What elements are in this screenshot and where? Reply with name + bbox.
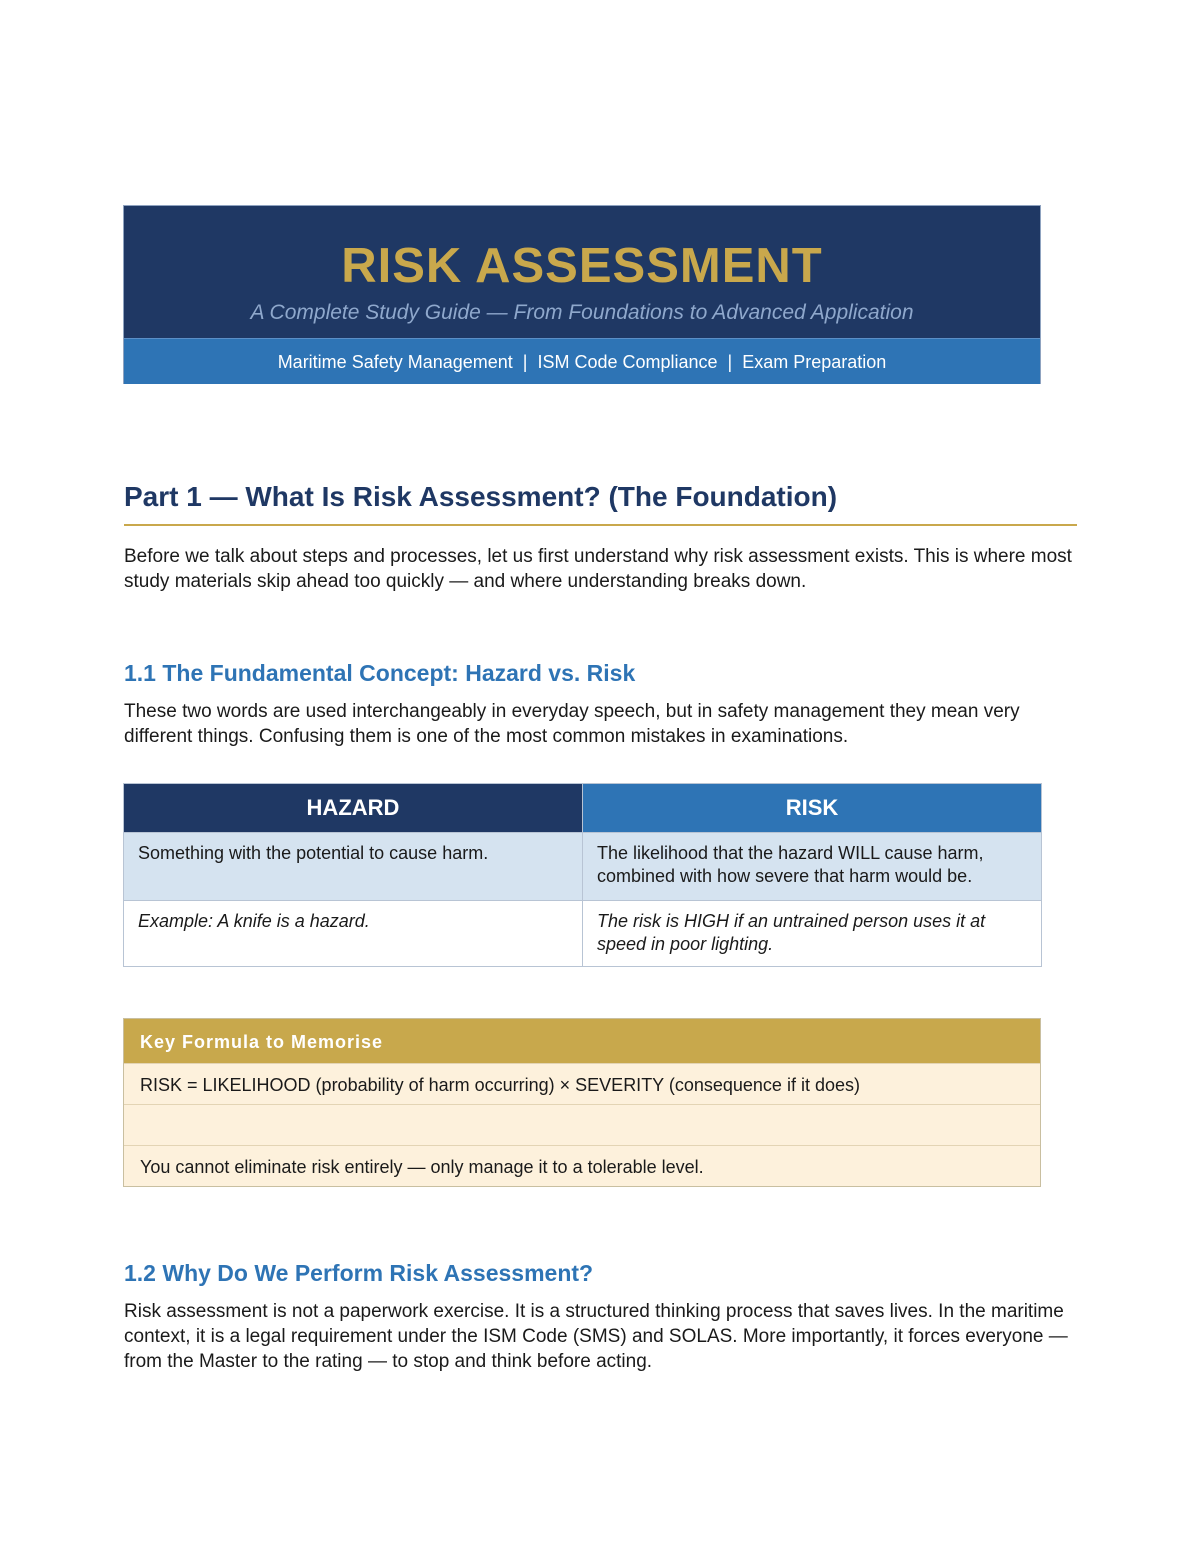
table-header-row: [124, 784, 1042, 833]
hazard-definition-cell: Something with the potential to cause harm.: [124, 833, 583, 901]
key-formula-heading: Key Formula to Memorise: [124, 1019, 1040, 1063]
table-row: [124, 833, 1042, 901]
hazard-column-header: HAZARD: [124, 784, 583, 833]
formula-line: RISK = LIKELIHOOD (probability of harm occurring) × SEVERITY (consequence if it does): [124, 1063, 1040, 1104]
banner-tagline: Maritime Safety Management | ISM Code Compliance | Exam Preparation: [124, 338, 1040, 384]
section-1-2-paragraph: Risk assessment is not a paperwork exercise. It is a structured thinking process that saves lives. In the maritime context, it is a legal requirement under the ISM Code (SMS) and SOLAS. More importantly, it forces everyone — from the Master to the rating — to stop and think before acting.: [124, 1301, 1068, 1372]
formula-note-line: You cannot eliminate risk entirely — only manage it to a tolerable level.: [124, 1145, 1040, 1186]
part-1-intro-paragraph: Before we talk about steps and processes, let us first understand why risk assessment exists. This is where most study materials skip ahead too quickly — and where understanding breaks down.: [124, 546, 1072, 592]
part-heading-divider: [124, 524, 1077, 526]
risk-example-cell: The risk is HIGH if an untrained person uses it at speed in poor lighting.: [583, 901, 1042, 967]
document-subtitle: A Complete Study Guide — From Foundations to Advanced Application: [250, 301, 914, 324]
hazard-vs-risk-table: [123, 783, 1042, 967]
hazard-example-cell: Example: A knife is a hazard.: [124, 901, 583, 967]
formula-blank-line: [124, 1104, 1040, 1145]
document-title: RISK ASSESSMENT: [341, 239, 823, 293]
section-1-1-heading: 1.1 The Fundamental Concept: Hazard vs. Risk: [124, 660, 636, 686]
section-1-2-heading: 1.2 Why Do We Perform Risk Assessment?: [124, 1260, 594, 1286]
title-banner: [123, 205, 1041, 384]
risk-column-header: RISK: [583, 784, 1042, 833]
table-row: [124, 901, 1042, 967]
part-1-heading: Part 1 — What Is Risk Assessment? (The Foundation): [124, 481, 838, 512]
section-1-1-paragraph: These two words are used interchangeably in everyday speech, but in safety management they mean very different things. Confusing them is one of the most common mistakes in examinations.: [124, 701, 1020, 747]
risk-definition-cell: The likelihood that the hazard WILL cause harm, combined with how severe that harm would be.: [583, 833, 1042, 901]
banner-header: [124, 206, 1040, 338]
key-formula-box: [123, 1018, 1041, 1187]
